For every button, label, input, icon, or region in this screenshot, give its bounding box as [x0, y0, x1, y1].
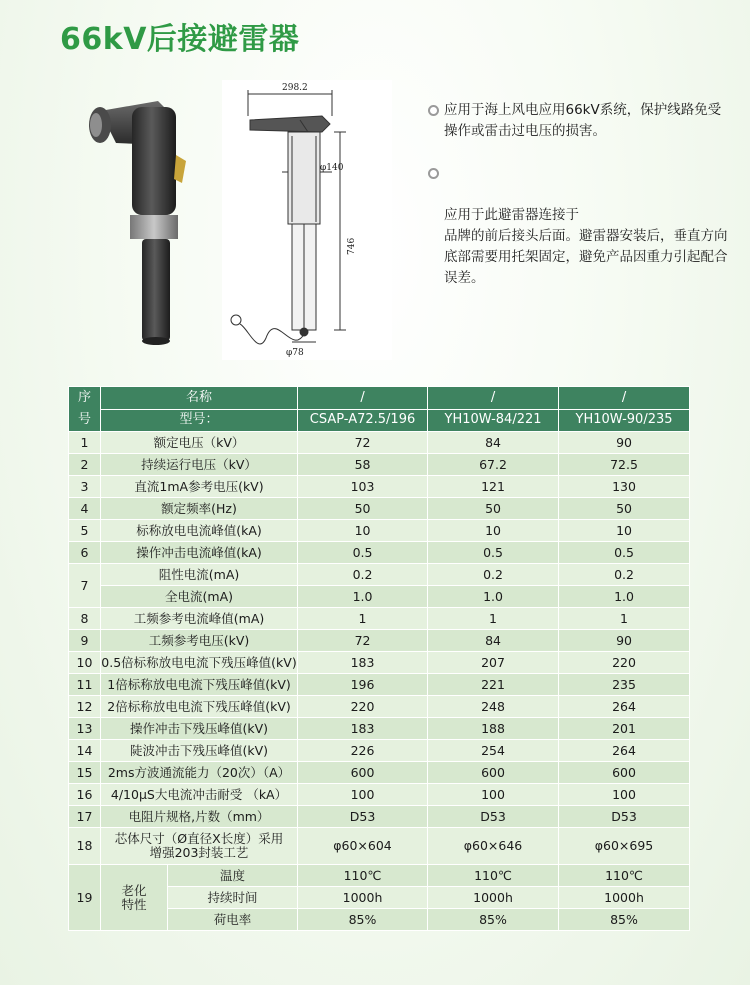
table-row — [69, 828, 690, 865]
row-number: 18 — [69, 828, 101, 865]
param-name: 额定电压（kV） — [101, 432, 298, 454]
param-name: 4/10μS大电流冲击耐受 （kA） — [101, 784, 298, 806]
param-value: 248 — [428, 696, 559, 718]
param-value: 50 — [428, 498, 559, 520]
table-row — [69, 652, 690, 674]
table-row — [69, 674, 690, 696]
row-number: 8 — [69, 608, 101, 630]
param-value: 0.2 — [298, 564, 428, 586]
param-name: 标称放电电流峰值(kA) — [101, 520, 298, 542]
param-value: 183 — [298, 718, 428, 740]
row-number: 4 — [69, 498, 101, 520]
param-value: 0.2 — [428, 564, 559, 586]
param-value: 67.2 — [428, 454, 559, 476]
param-value: 0.5 — [298, 542, 428, 564]
model-name: YH10W-84/221 — [428, 409, 559, 432]
param-value: 600 — [428, 762, 559, 784]
spec-table — [68, 386, 690, 931]
table-row — [69, 630, 690, 652]
param-value: 600 — [559, 762, 690, 784]
param-value: 1 — [559, 608, 690, 630]
param-value: 254 — [428, 740, 559, 762]
param-value: 110℃ — [298, 865, 428, 887]
row-number: 16 — [69, 784, 101, 806]
param-value: D53 — [298, 806, 428, 828]
param-value: 50 — [298, 498, 428, 520]
param-name: 2ms方波通流能力（20次）（A） — [101, 762, 298, 784]
param-name: 温度 — [168, 865, 298, 887]
table-row — [69, 542, 690, 564]
seq-header: 序号 — [69, 387, 101, 432]
param-name: 操作冲击下残压峰值(kV) — [101, 718, 298, 740]
row-number: 13 — [69, 718, 101, 740]
row-number: 1 — [69, 432, 101, 454]
param-value: 90 — [559, 630, 690, 652]
param-value: 264 — [559, 696, 690, 718]
table-row — [69, 696, 690, 718]
dim-bottom-label: φ78 — [286, 348, 304, 358]
param-value: 85% — [298, 909, 428, 931]
param-value: 1000h — [298, 887, 428, 909]
param-name: 阻性电流(mA) — [101, 564, 298, 586]
param-value: 1000h — [559, 887, 690, 909]
param-value: 0.5 — [559, 542, 690, 564]
row-number: 19 — [69, 865, 101, 931]
dim-dia-label: φ140 — [320, 163, 344, 173]
param-name: 荷电率 — [168, 909, 298, 931]
param-value: 72 — [298, 630, 428, 652]
param-value: φ60×646 — [428, 828, 559, 865]
slash-header: / — [428, 387, 559, 410]
param-value: 84 — [428, 630, 559, 652]
param-value: 85% — [559, 909, 690, 931]
model-header: 型号： — [101, 409, 298, 432]
param-value: 1.0 — [428, 586, 559, 608]
row-number: 9 — [69, 630, 101, 652]
table-row — [69, 865, 690, 887]
feature-text: 应用于此避雷器连接于 品牌的前后接头后面。避雷器安装后，垂直方向底部需要用托架固定，避免产品因重力引起配合误差。 — [444, 207, 728, 286]
param-value: 100 — [559, 784, 690, 806]
feature-item — [428, 163, 728, 289]
param-value: 1.0 — [559, 586, 690, 608]
param-value: 221 — [428, 674, 559, 696]
param-value: 110℃ — [559, 865, 690, 887]
table-row — [69, 476, 690, 498]
table-row — [69, 718, 690, 740]
table-row — [69, 520, 690, 542]
bullet-circle-icon — [428, 105, 439, 116]
row-number: 2 — [69, 454, 101, 476]
bullet-circle-icon — [428, 168, 439, 179]
param-value: 100 — [298, 784, 428, 806]
row-number: 3 — [69, 476, 101, 498]
param-value: 130 — [559, 476, 690, 498]
slash-header: / — [559, 387, 690, 410]
page-title: 66kV后接避雷器 — [60, 22, 300, 57]
dim-len-label: 746 — [347, 237, 357, 255]
param-value: 0.2 — [559, 564, 690, 586]
aging-group-label: 老化特性 — [101, 865, 168, 931]
param-value: 1000h — [428, 887, 559, 909]
param-name: 全电流(mA) — [101, 586, 298, 608]
row-number: 5 — [69, 520, 101, 542]
param-value: D53 — [428, 806, 559, 828]
param-value: 72 — [298, 432, 428, 454]
param-value: φ60×695 — [559, 828, 690, 865]
param-value: 1 — [428, 608, 559, 630]
param-value: 201 — [559, 718, 690, 740]
feature-text: 应用于海上风电应用66kV系统，保护线路免受操作或雷击过电压的损害。 — [444, 102, 722, 139]
param-name: 直流1mA参考电压(kV) — [101, 476, 298, 498]
param-value: 207 — [428, 652, 559, 674]
param-name: 1倍标称放电电流下残压峰值(kV) — [101, 674, 298, 696]
model-name: YH10W-90/235 — [559, 409, 690, 432]
param-value: 220 — [559, 652, 690, 674]
param-value: φ60×604 — [298, 828, 428, 865]
dimension-drawing — [222, 80, 392, 360]
row-number: 6 — [69, 542, 101, 564]
param-value: 50 — [559, 498, 690, 520]
row-number: 10 — [69, 652, 101, 674]
param-value: 196 — [298, 674, 428, 696]
param-value: 188 — [428, 718, 559, 740]
param-value: 0.5 — [428, 542, 559, 564]
param-name: 操作冲击电流峰值(kA) — [101, 542, 298, 564]
param-value: 110℃ — [428, 865, 559, 887]
table-row — [69, 432, 690, 454]
slash-header: / — [298, 387, 428, 410]
feature-list — [428, 100, 728, 310]
row-number: 11 — [69, 674, 101, 696]
table-row — [69, 784, 690, 806]
row-number: 12 — [69, 696, 101, 718]
param-name: 额定频率(Hz) — [101, 498, 298, 520]
table-row — [69, 762, 690, 784]
row-number: 7 — [69, 564, 101, 608]
param-value: 10 — [298, 520, 428, 542]
row-number: 17 — [69, 806, 101, 828]
param-name: 工频参考电压(kV) — [101, 630, 298, 652]
table-row — [69, 498, 690, 520]
param-value: 103 — [298, 476, 428, 498]
name-header: 名称 — [101, 387, 298, 410]
param-value: 10 — [559, 520, 690, 542]
feature-item — [428, 100, 728, 142]
row-number: 14 — [69, 740, 101, 762]
param-value: 1 — [298, 608, 428, 630]
param-value: D53 — [559, 806, 690, 828]
row-number: 15 — [69, 762, 101, 784]
table-row — [69, 740, 690, 762]
model-name: CSAP-A72.5/196 — [298, 409, 428, 432]
param-value: 1.0 — [298, 586, 428, 608]
table-row — [69, 454, 690, 476]
table-row — [69, 806, 690, 828]
table-row — [69, 564, 690, 586]
param-value: 72.5 — [559, 454, 690, 476]
table-row — [69, 608, 690, 630]
param-value: 183 — [298, 652, 428, 674]
param-value: 58 — [298, 454, 428, 476]
param-name: 工频参考电流峰值(mA) — [101, 608, 298, 630]
table-row — [69, 586, 690, 608]
param-value: 85% — [428, 909, 559, 931]
param-name: 2倍标称放电电流下残压峰值(kV) — [101, 696, 298, 718]
product-photo — [66, 83, 224, 350]
param-value: 600 — [298, 762, 428, 784]
param-value: 220 — [298, 696, 428, 718]
param-value: 10 — [428, 520, 559, 542]
param-value: 226 — [298, 740, 428, 762]
param-name: 陡波冲击下残压峰值(kV) — [101, 740, 298, 762]
param-name: 持续时间 — [168, 887, 298, 909]
param-value: 90 — [559, 432, 690, 454]
param-value: 235 — [559, 674, 690, 696]
param-name: 持续运行电压（kV） — [101, 454, 298, 476]
param-value: 121 — [428, 476, 559, 498]
dim-top-label: 298.2 — [282, 83, 308, 93]
param-value: 100 — [428, 784, 559, 806]
param-value: 84 — [428, 432, 559, 454]
param-name: 芯体尺寸（Ø直径X长度）采用增强203封装工艺 — [101, 828, 298, 865]
param-value: 264 — [559, 740, 690, 762]
param-name: 0.5倍标称放电电流下残压峰值(kV) — [101, 652, 298, 674]
param-name: 电阻片规格,片数（mm） — [101, 806, 298, 828]
